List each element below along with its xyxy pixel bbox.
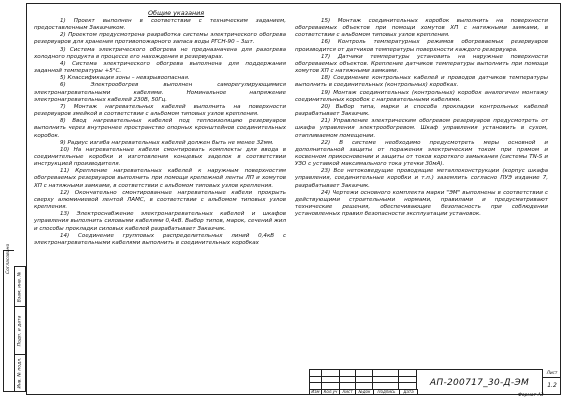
title-block-header: Дата — [400, 389, 418, 396]
document-code: АП-200717_30-Д-ЭМ — [417, 369, 543, 395]
format-label: Формат А3 — [518, 393, 544, 398]
note-item: 23) Все нетоковедущие проводящие металлоконструкции (корпус шкафа управления, соединительные коробки и т.п.) заземлить согласно ПУЭ издание 7, разрабатывает Заказчик. — [295, 168, 548, 189]
sheet-label: Лист — [543, 369, 561, 378]
title-block — [309, 369, 561, 395]
note-item: 11) Крепление нагревательных кабелей к наружным поверхностям обогреваемых резервуаров выполнить при помощи крепежной ленты ЛП и хомутов ХП с натяжными замками, в соответствии с альбомом типовых узлов крепления. — [34, 168, 286, 189]
stamp-cell-inv — [14, 354, 26, 392]
note-item: 19) Монтаж соединительных (контрольных) коробок аналогичен монтажу соединительных коробок с нагревательными кабелями. — [295, 89, 548, 103]
stamp-cell-replace — [14, 266, 26, 306]
note-item: 22) В системе необходимо предусмотреть меры основной и дополнительной защиты от поражения электрическим током при прямом и косвенном прикосновении и защиты от токов короткого замыкания (системы TN-S и УЗО с уставкой максимального тока утечки 30мА). — [295, 139, 548, 168]
note-item: 7) Монтаж нагревательных кабелей выполнить на поверхности резервуаров змейкой в соответствии с альбомом типовых узлов крепления. — [34, 103, 286, 118]
title-block-header: Изм — [310, 389, 322, 396]
note-item: 9) Радиус изгиба нагревательных кабелей должен быть не менее 32мм. — [60, 139, 274, 146]
note-item: 12) Окончательно смонтированные нагревательные кабели прокрыть сверху алюминиевой лентой ЛАМС, в соответствии с альбомом типовых узлов крепления. — [34, 189, 286, 211]
note-item: 14) Соединение групповых распределительных линий 0,4кВ с электронагревательными кабелями выполнить в соединительных коробках — [34, 232, 286, 246]
note-item: 24) Чертежи основного комплекта марки "ЭМ" выполнены в соответствии с действующими строительными нормами, правилами и предусматривают технические решения, обеспечивающие безопасность при соблюдении установленных правил безопасности эксплуатации установок. — [295, 189, 548, 218]
note-item: 6) Электрообогрев выполнен саморегулирующимися электронагревательными кабелями. Номинальное напряжение электронагревательных кабелей 230В, 50Гц. — [34, 82, 286, 103]
sheet-number: 1.2 — [547, 382, 557, 389]
note-item: 8) Ввод нагревательных кабелей под теплоизоляцию резервуаров выполнить через внутреннее пространство опорных кронштейнов соединительных коробок. — [34, 118, 286, 139]
title-block-header: Лист — [340, 389, 356, 396]
note-item: 10) На нагревательные кабели смонтировать комплекты для ввода в соединительные коробки и изготовления концевых заделок в соответствии инструкцией производителя. — [34, 146, 286, 168]
note-item: 5) Классификация зоны – невзрывоопасная. — [60, 75, 190, 82]
note-item: 17) Датчики температуры установить на наружные поверхности обогреваемых объектов. Крепление датчиков температуры выполнить при помощи хомутов ХП с натяжными замками. — [295, 53, 548, 75]
note-item: 20) Выбор типа, марки и способа прокладки контрольных кабелей разрабатывает Заказчик. — [295, 103, 548, 118]
note-item: 3) Система электрического обогрева не предназначена для разогрева холодного продукта в процессе его нахождения в резервуарах. — [34, 46, 286, 60]
notes-right-column — [295, 18, 548, 218]
note-item: 4) Система электрического обогрева выполнена для поддержания заданной температуры +5°С. — [34, 60, 286, 75]
stamp-label-sign: Подп. и дата — [17, 315, 23, 346]
stamp-cell-sign — [14, 306, 26, 354]
soglasovano-label: Согласовано — [6, 243, 11, 274]
note-item: 13) Электроснабжение электронагревательных кабелей и шкафов управления выполнить силовыми кабелями 0,4кВ. Выбор типов, марок, сечений жил и способы прокладки силовых кабелей разрабатывает Заказчик. — [34, 211, 286, 232]
title-block-header: Подпись — [374, 389, 400, 396]
title-block-grid — [309, 369, 417, 395]
notes-left-column — [34, 18, 286, 247]
note-item: 15) Монтаж соединительных коробок выполнить на поверхности обогреваемых объектов при помощи хомутов ХП с натяжными замками, в соответствии с альбомом типовых узлов крепления. — [295, 18, 548, 39]
note-item: 18) Соединение контрольных кабелей и проводов датчиков температуры выполнить в соединительных (контрольных) коробках. — [295, 75, 548, 89]
title-block-header: Кол.уч — [322, 389, 340, 396]
stamp-label-replace: Взам. инв. № — [17, 271, 23, 302]
note-item: 1) Проект выполнен в соответствии с техническим заданием, предоставленным Заказчиком. — [34, 18, 286, 32]
stamp-label-inv: Инв. № подл. — [17, 357, 23, 389]
note-item: 21) Управление электрическим обогревом резервуаров предусмотреть от шкафа управления электрообогревом. Шкаф управления установить в сухом, отапливаемом помещении. — [295, 118, 548, 139]
title-block-header: №док — [356, 389, 374, 396]
sheet-box — [543, 369, 561, 395]
note-item: 16) Контроль температурных режимов обогреваемых резервуаров производится от датчиков температуры поверхности каждого резервуара. — [295, 39, 548, 53]
page-title: Общие указания — [148, 9, 205, 17]
note-item: 2) Проектом предусмотрена разработка системы электрического обогрева резервуаров для хранения противопожарного запаса воды РГСН-90 – 3шт. — [34, 32, 286, 46]
